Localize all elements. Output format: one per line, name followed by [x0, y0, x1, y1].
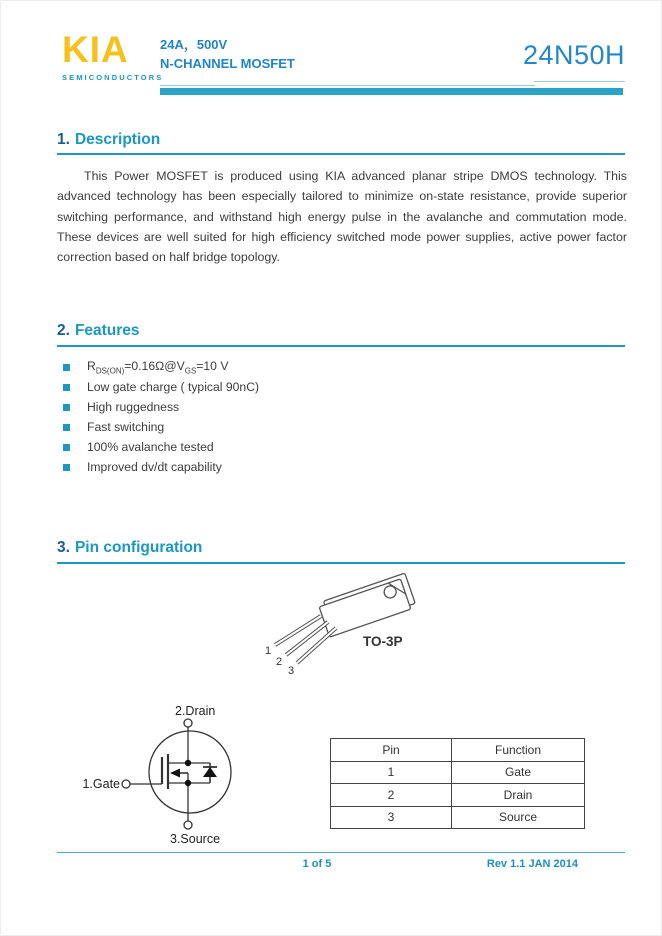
- package-pin-1-label: 1: [265, 645, 272, 657]
- table-row: [331, 806, 585, 829]
- section-title: Description: [74, 131, 161, 148]
- feature-item: [63, 457, 483, 477]
- source-label: 3.Source: [170, 832, 221, 846]
- section-rule: [57, 153, 625, 155]
- device-type: N-CHANNEL MOSFET: [160, 56, 295, 71]
- section-rule: [57, 562, 625, 564]
- header-device-summary: [160, 35, 295, 73]
- header-thin-rule-right: [534, 81, 625, 82]
- revision-label: Rev 1.1 JAN 2014: [486, 858, 578, 870]
- feature-item: [63, 357, 483, 377]
- feature-item: [63, 437, 483, 457]
- feature-text: Low gate charge ( typical 90nC): [87, 380, 260, 394]
- feature-text: Improved dv/dt capability: [87, 460, 222, 474]
- drain-node-dot: [185, 760, 191, 766]
- gate-label: 1.Gate: [82, 777, 120, 791]
- feature-text: High ruggedness: [87, 400, 180, 414]
- feature-text: Fast switching: [87, 420, 165, 434]
- package-pin-2-label: 2: [276, 656, 283, 668]
- source-terminal-icon: [184, 821, 192, 829]
- bullet-square-icon: [63, 404, 70, 411]
- function-column-header: Function: [452, 739, 585, 762]
- features-list: [63, 357, 483, 477]
- bullet-square-icon: [63, 384, 70, 391]
- function-cell: Gate: [452, 761, 585, 784]
- part-number: 24N50H: [522, 40, 625, 70]
- body-arrowhead-icon: [170, 769, 180, 778]
- kia-logo: [62, 30, 162, 82]
- section-number: 3.: [57, 539, 70, 556]
- bullet-square-icon: [63, 444, 70, 451]
- package-leads: [275, 616, 336, 663]
- table-row: [331, 784, 585, 807]
- page-number: 1 of 5: [302, 858, 332, 870]
- pin-cell: 1: [331, 761, 452, 784]
- package-pin-3-label: 3: [288, 665, 295, 677]
- table-row: [331, 761, 585, 784]
- mosfet-symbol-diagram: [75, 695, 310, 853]
- feature-item: [63, 377, 483, 397]
- drain-label: 2.Drain: [175, 704, 216, 718]
- pin-table-header-row: [331, 739, 585, 762]
- section-heading-description: [57, 131, 160, 149]
- pin-table: [330, 738, 585, 829]
- feature-item: [63, 397, 483, 417]
- header-thin-rule-left: [160, 85, 535, 86]
- function-cell: Drain: [452, 784, 585, 807]
- pin-cell: 3: [331, 806, 452, 829]
- package-name-label: TO-3P: [363, 634, 403, 649]
- pin-column-header: Pin: [331, 739, 452, 762]
- feature-text: $R_{DS(ON)}=0.16\Omega@V_{GS}=10$ V: [87, 358, 229, 376]
- body-diode-icon: [203, 767, 217, 777]
- pin-cell: 2: [331, 784, 452, 807]
- bullet-square-icon: [63, 364, 70, 371]
- pin-table-body: [331, 761, 585, 829]
- header-accent-bar: [160, 88, 623, 95]
- section-title: Features: [74, 322, 140, 339]
- bullet-square-icon: [63, 424, 70, 431]
- section-title: Pin configuration: [74, 539, 203, 556]
- section-number: 1.: [57, 131, 70, 148]
- description-paragraph: This Power MOSFET is produced using KIA advanced planar stripe DMOS technology. This advanced technology has been especially tailored to minimize on-state resistance, provide superior switching performance, and withstand high energy pulse in the avalanche and commutation mode. These devices are well suited for high efficiency switched mode power supplies, active power factor correction based on half bridge topology.: [57, 169, 627, 265]
- logo-subtext: SEMICONDUCTORS: [62, 73, 164, 82]
- feature-text: 100% avalanche tested: [87, 440, 214, 454]
- source-node-dot: [185, 780, 191, 786]
- section-heading-pin-configuration: [57, 539, 202, 557]
- bullet-square-icon: [63, 464, 70, 471]
- device-rating: 24A，500V: [160, 37, 228, 52]
- logo-text: KIA: [62, 29, 129, 70]
- footer-rule: [57, 852, 625, 853]
- drain-terminal-icon: [184, 719, 192, 727]
- section-heading-features: [57, 322, 140, 340]
- package-drawing-to3p: [245, 568, 480, 690]
- function-cell: Source: [452, 806, 585, 829]
- section-rule: [57, 345, 625, 347]
- gate-terminal-icon: [122, 780, 130, 788]
- feature-item: [63, 417, 483, 437]
- section-number: 2.: [57, 322, 70, 339]
